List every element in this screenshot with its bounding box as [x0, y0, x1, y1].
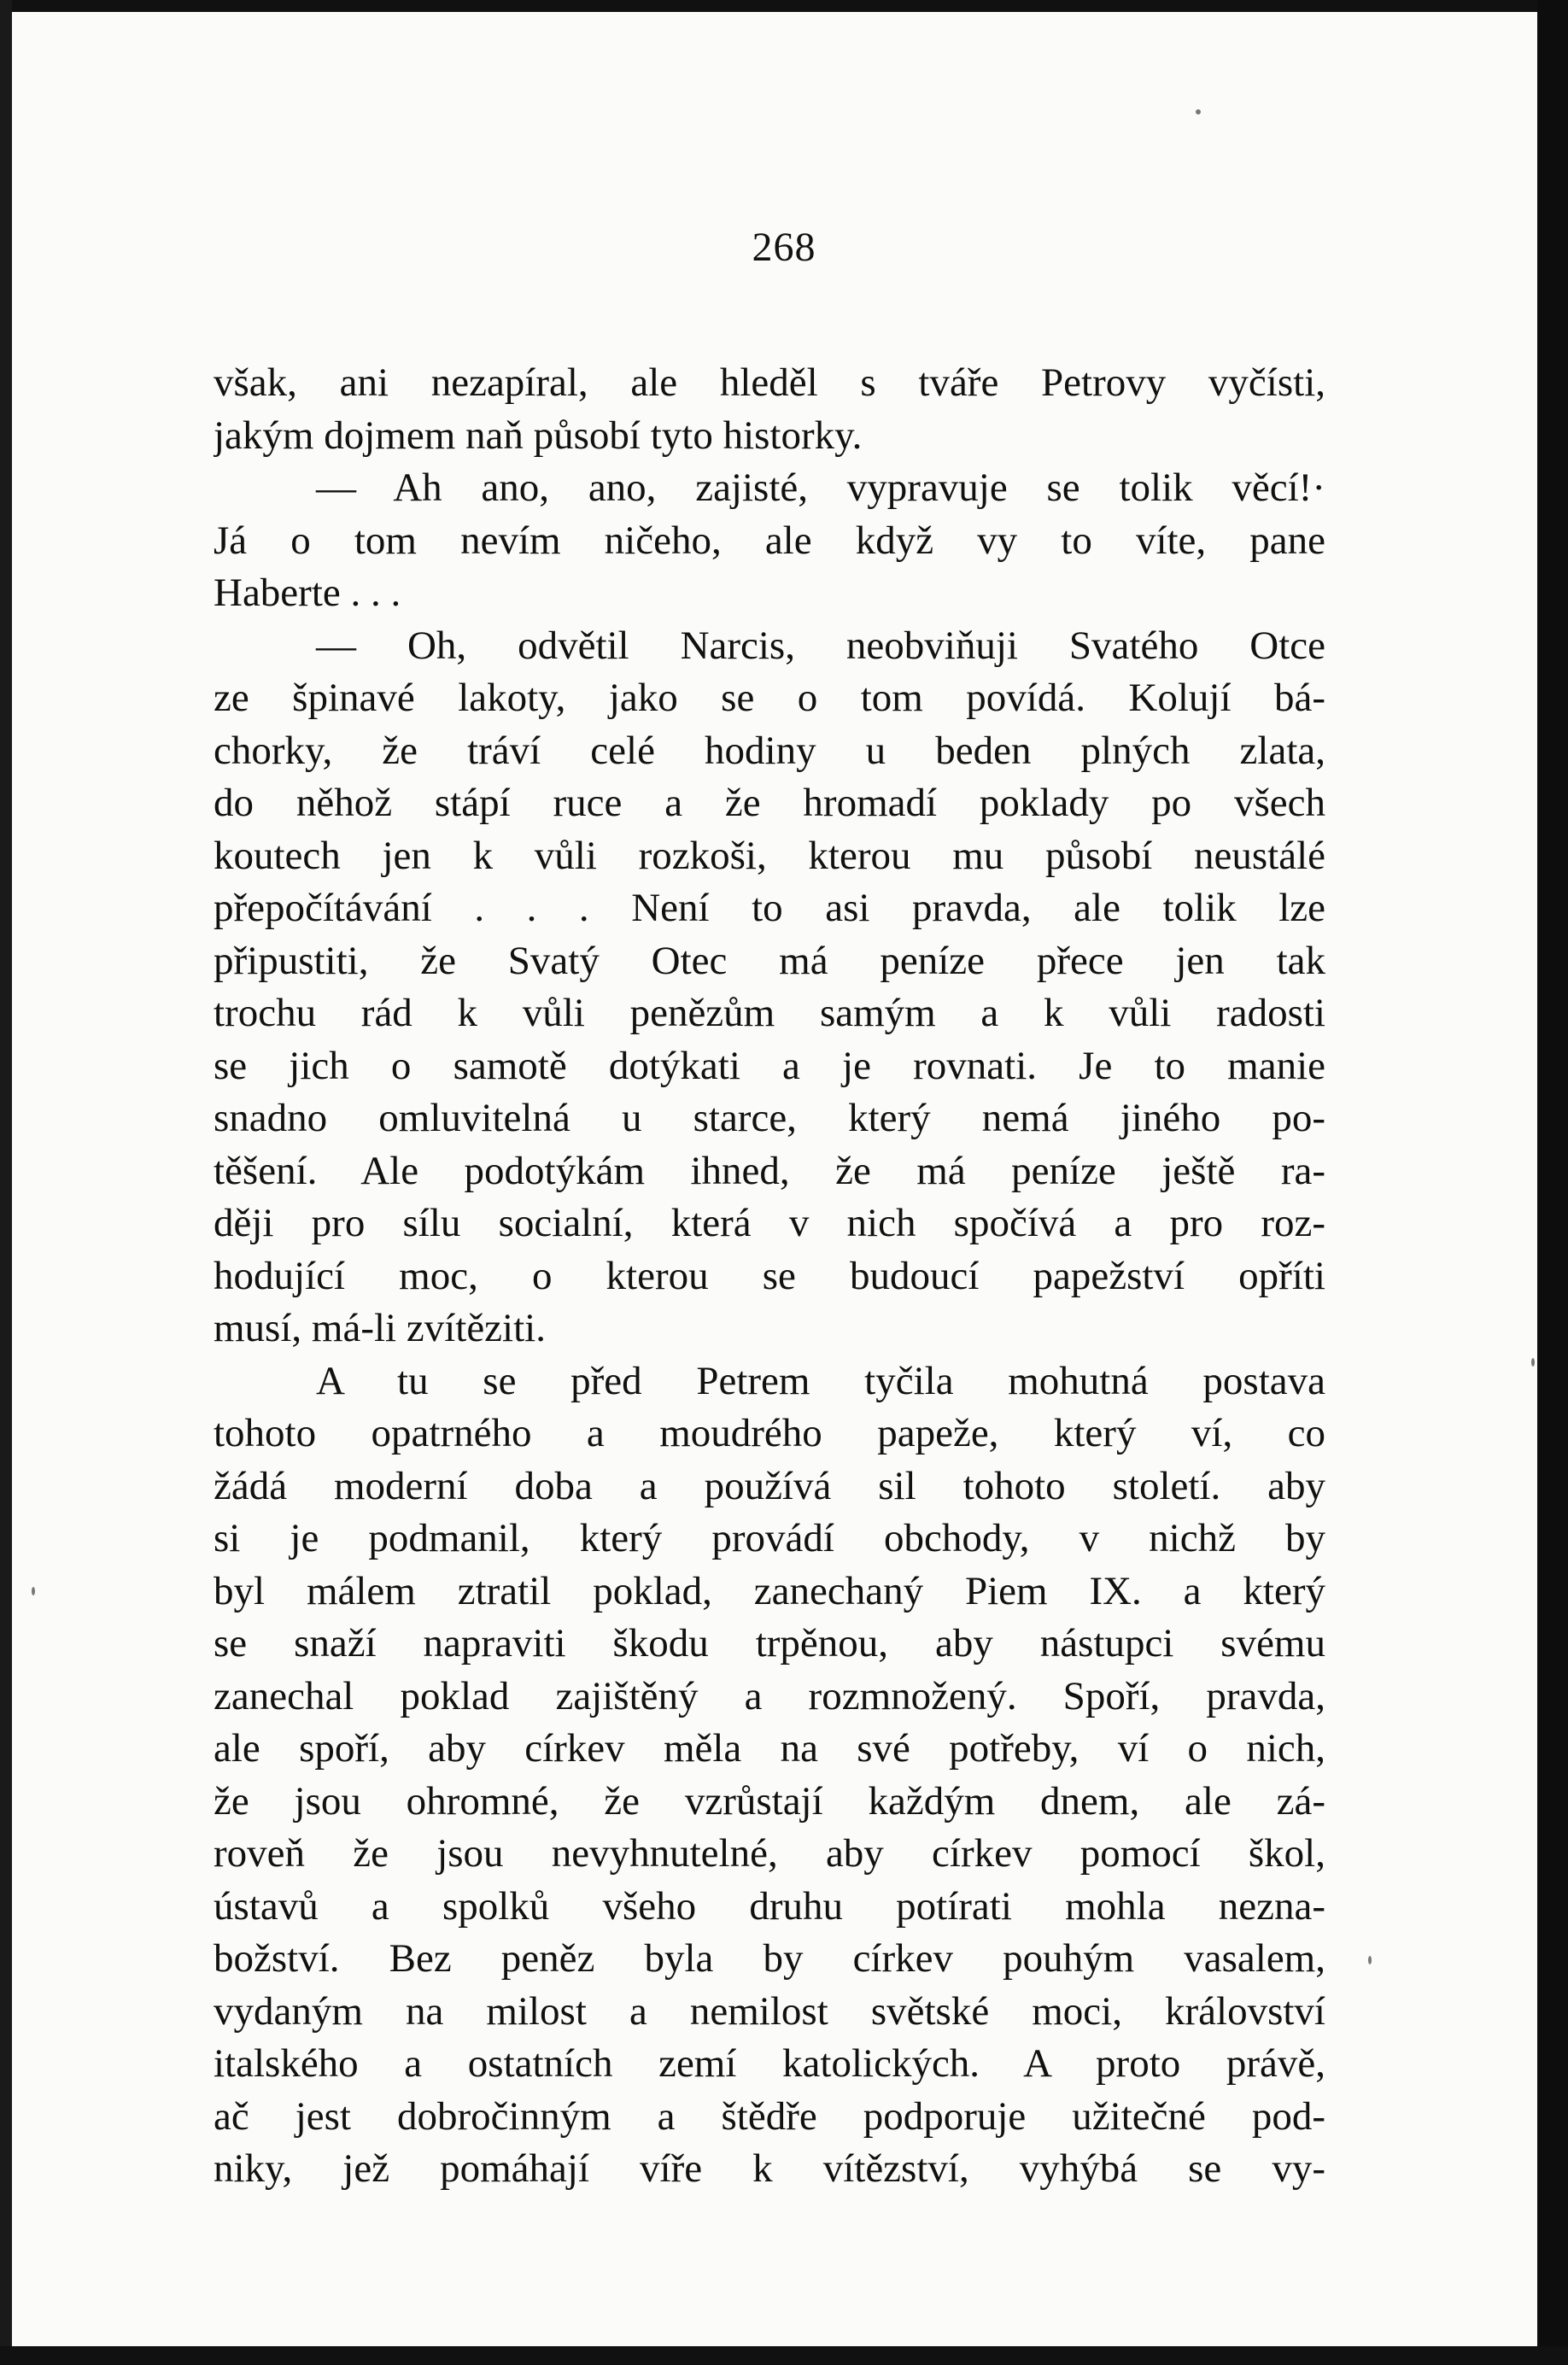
dust-speck: [1531, 1358, 1535, 1367]
text-line: ději pro sílu socialní, která v nich spočívá a pro roz-: [214, 1201, 1325, 1245]
text-line: přepočítávání . . . Není to asi pravda, ale tolik lze: [214, 886, 1325, 930]
text-line: jakým dojmem naň působí tyto historky.: [214, 413, 863, 458]
text-line: ústavů a spolků všeho druhu potírati mohla nezna-: [214, 1883, 1325, 1929]
text-line: roveň že jsou nevyhnutelné, aby církev pomocí škol,: [214, 1831, 1325, 1876]
text-line: — Oh, odvětil Narcis, neobviňuji Svatého Otce: [316, 623, 1325, 668]
text-line: ač jest dobročinným a štědře podporuje užitečné pod-: [214, 2093, 1325, 2139]
body-text: [214, 357, 1325, 2196]
text-line: trochu rád k vůli penězům samým a k vůli radosti: [214, 991, 1325, 1035]
text-line: však, ani nezapíral, ale hleděl s tváře Petrovy vyčísti,: [214, 360, 1325, 405]
text-line: zanechal poklad zajištěný a rozmnožený. Spoří, pravda,: [214, 1673, 1325, 1718]
dust-speck: [1196, 109, 1201, 114]
text-line: tohoto opatrného a moudrého papeže, který ví, co: [214, 1411, 1325, 1455]
text-line: božství. Bez peněz byla by církev pouhým vasalem,: [214, 1936, 1325, 1981]
text-line: se jich o samotě dotýkati a je rovnati. Je to manie: [214, 1043, 1325, 1088]
text-line: snadno omluvitelná u starce, který nemá jiného po-: [214, 1096, 1325, 1140]
text-line: italského a ostatních zemí katolických. A proto právě,: [214, 2041, 1325, 2086]
text-line: si je podmanil, který provádí obchody, v nichž by: [214, 1516, 1325, 1560]
text-line: ale spoří, aby církev měla na své potřeby, ví o nich,: [214, 1726, 1325, 1771]
text-line: — Ah ano, ano, zajisté, vypravuje se tolik věcí!·: [316, 465, 1325, 510]
dust-speck: [1368, 1956, 1372, 1964]
text-line: ze špinavé lakoty, jako se o tom povídá. Kolují bá-: [214, 676, 1325, 720]
text-line: musí, má-li zvítěziti.: [214, 1306, 546, 1350]
scan-border-right: [1537, 0, 1568, 2365]
text-line: hodující moc, o kterou se budoucí papežství opříti: [214, 1253, 1325, 1298]
dust-speck: [32, 1587, 35, 1595]
scan-border-bottom: [0, 2346, 1568, 2365]
text-line: A tu se před Petrem tyčila mohutná postava: [316, 1358, 1325, 1403]
text-line: Haberte . . .: [214, 571, 401, 615]
text-line: že jsou ohromné, že vzrůstají každým dnem, ale zá-: [214, 1778, 1325, 1824]
text-line: chorky, že tráví celé hodiny u beden plných zlata,: [214, 728, 1325, 773]
text-line: vydaným na milost a nemilost světské moci, království: [214, 1988, 1325, 2034]
text-line: těšení. Ale podotýkám ihned, že má peníze ještě ra-: [214, 1148, 1325, 1193]
text-line: byl málem ztratil poklad, zanechaný Piem IX. a který: [214, 1568, 1325, 1613]
page-number: 268: [752, 225, 816, 270]
text-line: do něhož stápí ruce a že hromadí poklady po všech: [214, 781, 1325, 825]
text-line: žádá moderní doba a používá sil tohoto století. aby: [214, 1463, 1325, 1508]
text-line: koutech jen k vůli rozkoši, kterou mu působí neustálé: [214, 833, 1325, 878]
text-line: se snaží napraviti škodu trpěnou, aby nástupci svému: [214, 1621, 1325, 1665]
text-line: Já o tom nevím ničeho, ale když vy to víte, pane: [214, 518, 1325, 563]
scan-border-left: [0, 0, 12, 2365]
text-line: připustiti, že Svatý Otec má peníze přece jen tak: [214, 938, 1325, 983]
text-line: niky, jež pomáhají víře k vítězství, vyhýbá se vy-: [214, 2146, 1325, 2191]
scan-border-top: [0, 0, 1568, 12]
